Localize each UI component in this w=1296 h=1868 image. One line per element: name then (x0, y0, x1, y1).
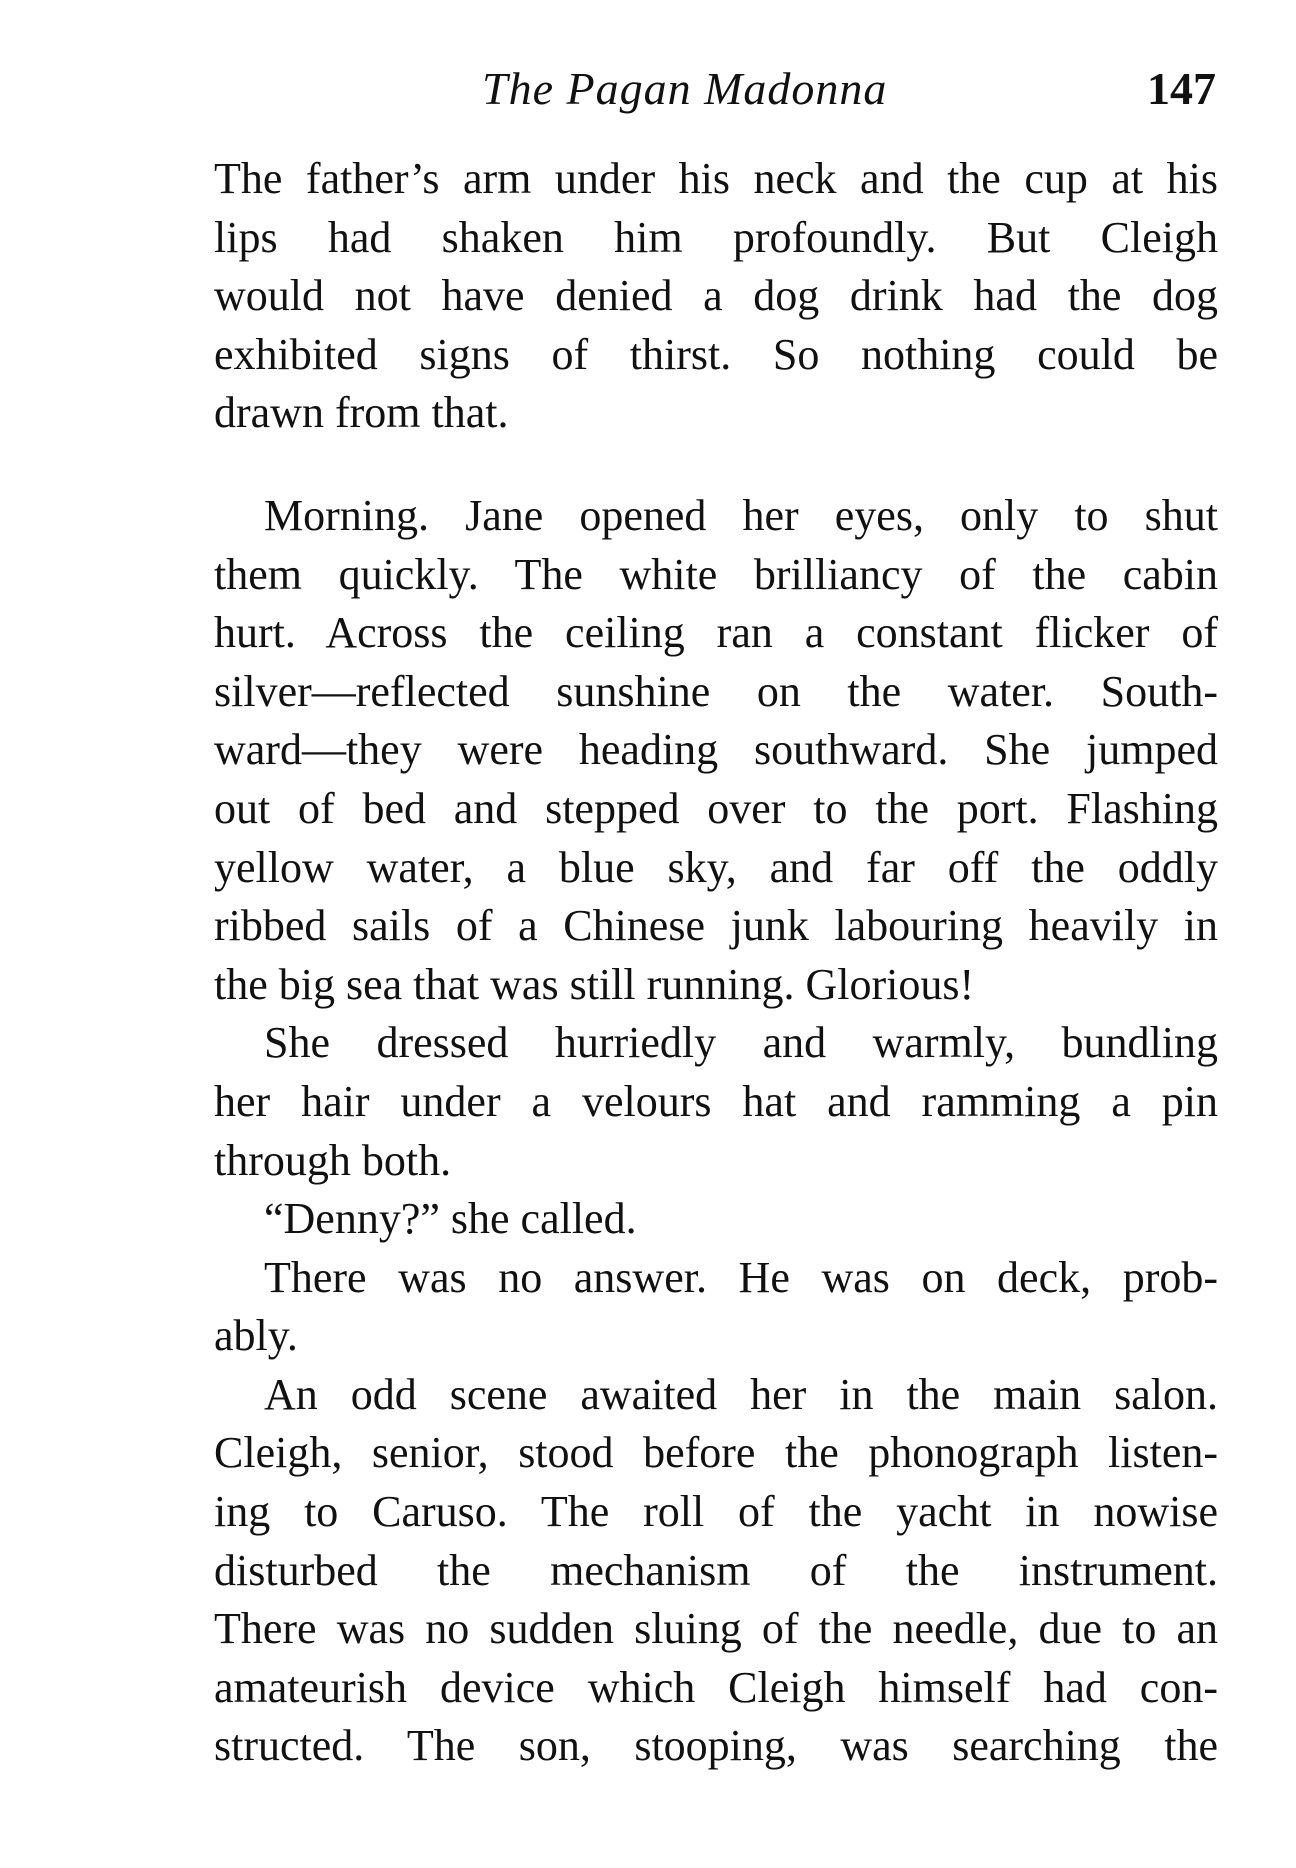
text-line: them quickly. The white brilliancy of the cabin (214, 549, 1218, 599)
text-line: disturbed the mechanism of the instrument. (214, 1545, 1218, 1595)
text-line: An odd scene awaited her in the main salon. (264, 1369, 1218, 1419)
text-line: She dressed hurriedly and warmly, bundling (264, 1018, 1218, 1068)
body-text (214, 150, 1218, 1776)
text-line: would not have denied a dog drink had the dog (214, 271, 1218, 321)
text-line: her hair under a velours hat and ramming a pin (214, 1076, 1218, 1126)
text-line: Morning. Jane opened her eyes, only to shut (264, 490, 1218, 540)
paragraph-3 (214, 1014, 1218, 1190)
paragraph-2 (214, 487, 1218, 1014)
paragraph-1 (214, 150, 1218, 443)
text-line: out of bed and stepped over to the port. Flashing (214, 783, 1218, 833)
text-line: Cleigh, senior, stood before the phonograph listen- (214, 1428, 1218, 1478)
text-line: exhibited signs of thirst. So nothing could be (214, 329, 1218, 379)
text-line: yellow water, a blue sky, and far off the oddly (214, 842, 1218, 892)
text-line: silver—reflected sunshine on the water. South- (214, 666, 1218, 716)
paragraph-4 (214, 1190, 1218, 1249)
paragraph-6 (214, 1366, 1218, 1776)
text-line: lips had shaken him profoundly. But Cleigh (214, 212, 1218, 262)
text-line: The father’s arm under his neck and the cup at his (214, 154, 1218, 203)
text-line: There was no answer. He was on deck, prob- (264, 1252, 1218, 1302)
page-number: 147 (1147, 63, 1216, 114)
running-head (214, 62, 1216, 122)
paragraph-5 (214, 1249, 1218, 1366)
text-line: ribbed sails of a Chinese junk labouring heavily in (214, 901, 1218, 951)
text-line: There was no sudden sluing of the needle, due to an (214, 1604, 1218, 1654)
text-line: “Denny?” she called. (264, 1194, 637, 1244)
text-line: through both. (214, 1135, 452, 1185)
text-line: structed. The son, stooping, was searching the (214, 1721, 1218, 1771)
text-line: ably. (214, 1311, 298, 1361)
text-line: the big sea that was still running. Glorious! (214, 959, 975, 1009)
text-line: amateurish device which Cleigh himself had con- (214, 1662, 1218, 1712)
text-line: drawn from that. (214, 388, 509, 438)
running-title: The Pagan Madonna (482, 63, 888, 114)
section-break (214, 443, 1218, 487)
text-line: ward—they were heading southward. She jumped (214, 725, 1218, 775)
text-line: ing to Caruso. The roll of the yacht in nowise (214, 1487, 1218, 1537)
text-line: hurt. Across the ceiling ran a constant flicker of (214, 608, 1218, 658)
